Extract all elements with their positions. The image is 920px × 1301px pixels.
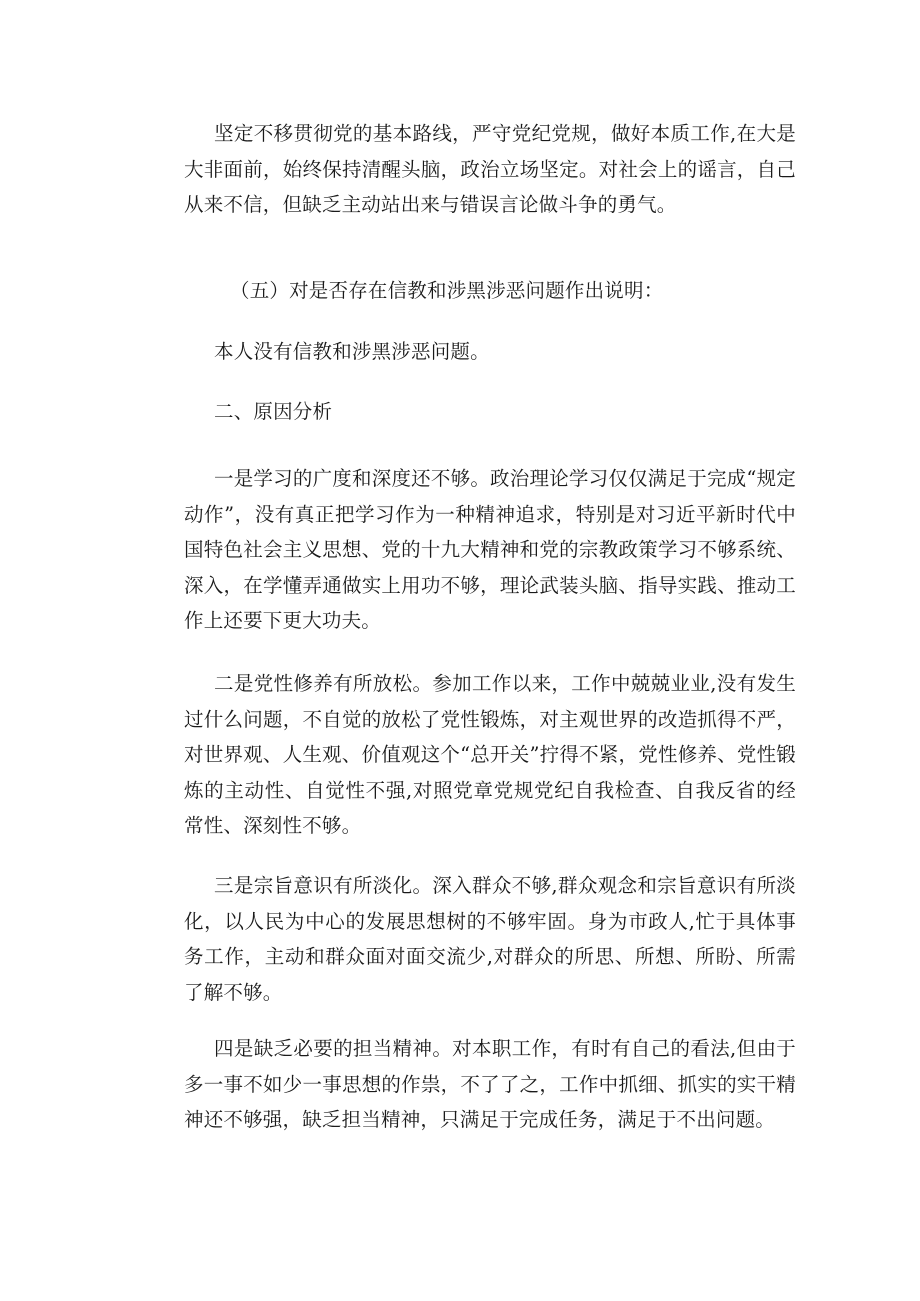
paragraph-cause-responsibility: 四是缺乏必要的担当精神。对本职工作，有时有自己的看法,但由于多一事不如少一事思想的作祟，不了了之，工作中抓细、抓实的实干精神还不够强，缺乏担当精神，只满足于完成任务，满足于不出问题。 bbox=[184, 1037, 796, 1131]
section-heading-religion-crime: （五）对是否存在信教和涉黑涉恶问题作出说明： bbox=[230, 279, 664, 302]
paragraph-no-religion-crime: 本人没有信教和涉黑涉恶问题。 bbox=[214, 340, 490, 363]
paragraph-cause-purpose-awareness: 三是宗旨意识有所淡化。深入群众不够,群众观念和宗旨意识有所淡化，以人民为中心的发展思想树的不够牢固。身为市政人,忙于具体事务工作，主动和群众面对面交流少,对群众的所思、所想、所盼、所需了解不够。 bbox=[184, 874, 796, 1004]
section-heading-cause-analysis: 二、原因分析 bbox=[214, 400, 333, 423]
paragraph-cause-study: 一是学习的广度和深度还不够。政治理论学习仅仅满足于完成“规定动作”，没有真正把学习作为一种精神追求，特别是对习近平新时代中国特色社会主义思想、党的十九大精神和党的宗教政策学习不够系统、深入，在学懂弄通做实上用功不够，理论武装头脑、指导实践、推动工作上还要下更大功夫。 bbox=[184, 467, 796, 632]
paragraph-political-stance: 坚定不移贯彻党的基本路线，严守党纪党规，做好本质工作,在大是大非面前，始终保持清醒头脑，政治立场坚定。对社会上的谣言，自己从来不信，但缺乏主动站出来与错误言论做斗争的勇气。 bbox=[184, 122, 796, 216]
paragraph-cause-party-spirit: 二是党性修养有所放松。参加工作以来，工作中兢兢业业,没有发生过什么问题，不自觉的放松了党性锻炼，对主观世界的改造抓得不严，对世界观、人生观、价值观这个“总开关”拧得不紧，党性修养、党性锻炼的主动性、自觉性不强,对照党章党规党纪自我检查、自我反省的经常性、深刻性不够。 bbox=[184, 672, 796, 837]
